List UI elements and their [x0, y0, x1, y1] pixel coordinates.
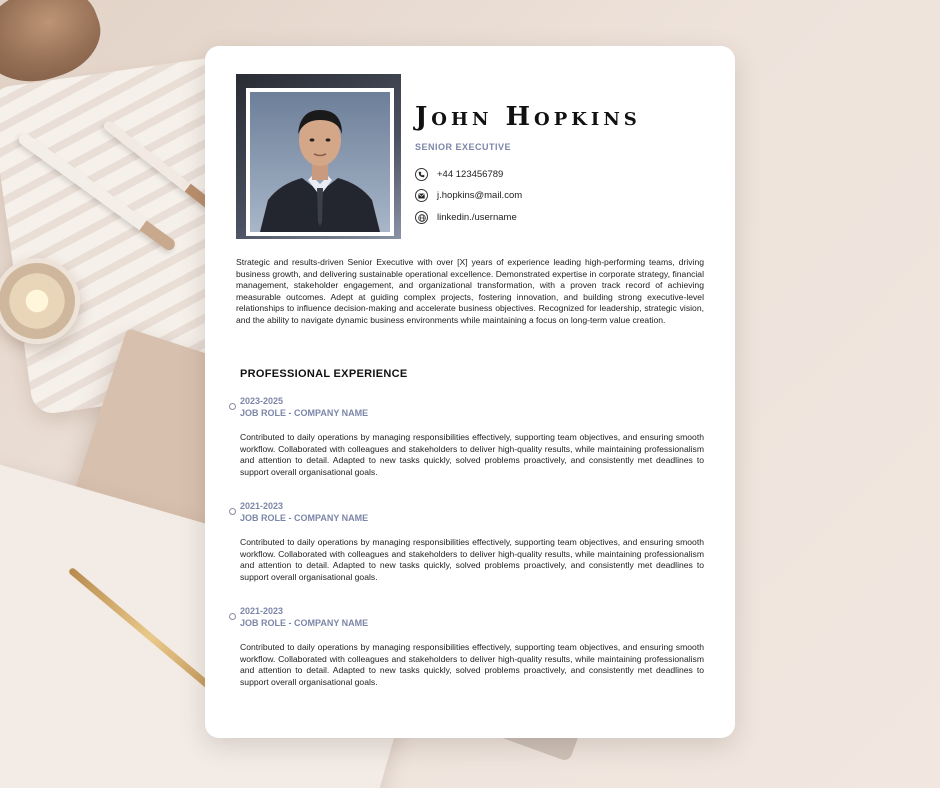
job-dates: 2021-2023 [240, 606, 284, 616]
phone-icon [415, 168, 428, 181]
timeline-dot-icon [229, 613, 236, 620]
job-role: JOB ROLE - COMPANY NAME [240, 513, 369, 523]
person-portrait-icon [250, 92, 390, 232]
email-address: j.hopkins@mail.com [437, 190, 523, 201]
linkedin-url: linkedin./username [437, 212, 517, 223]
job-role: JOB ROLE - COMPANY NAME [240, 618, 369, 628]
contact-email[interactable] [415, 189, 522, 202]
job-role: JOB ROLE - COMPANY NAME [240, 408, 369, 418]
globe-icon [415, 211, 428, 224]
timeline-dot-icon [229, 508, 236, 515]
candidate-name: John Hopkins [415, 102, 641, 132]
email-icon [415, 189, 428, 202]
professional-summary: Strategic and results-driven Senior Executive with over [X] years of experience leading high-performing teams, driving business growth, and delivering sustainable operational excellence. Demonstrated expertise in corporate strategy, financial management, stakeholder engagement, and organizational transformation, with a proven track record of achieving measurable outcomes. Adept at guiding complex projects, fostering innovation, and building strong executive-level relationships to influence decision-making and accelerate business objectives. Recognized for leadership, strategic vision, and the ability to navigate dynamic business environments while maintaining a focus on long-term value creation. [236, 257, 704, 325]
job-dates: 2023-2025 [240, 396, 284, 406]
resume-card [205, 46, 735, 738]
job-title: SENIOR EXECUTIVE [415, 142, 512, 152]
profile-photo-frame [236, 74, 401, 239]
profile-photo [246, 88, 394, 236]
job-description: Contributed to daily operations by managing responsibilities effectively, supporting team objectives, and ensuring smooth workflow. Collaborated with colleagues and stakeholders to deliver high-quality results, while maintaining professionalism and attention to detail. Adapted to new tasks quickly, solved problems proactively, and consistently met deadlines to support overall organisational goals. [240, 642, 704, 687]
job-description: Contributed to daily operations by managing responsibilities effectively, supporting team objectives, and ensuring smooth workflow. Collaborated with colleagues and stakeholders to deliver high-quality results, while maintaining professionalism and attention to detail. Adapted to new tasks quickly, solved problems proactively, and consistently met deadlines to support overall organisational goals. [240, 432, 704, 477]
timeline-dot-icon [229, 403, 236, 410]
contact-linkedin[interactable] [415, 211, 517, 224]
contact-phone[interactable] [415, 168, 503, 181]
job-dates: 2021-2023 [240, 501, 284, 511]
job-description: Contributed to daily operations by managing responsibilities effectively, supporting team objectives, and ensuring smooth workflow. Collaborated with colleagues and stakeholders to deliver high-quality results, while maintaining professionalism and attention to detail. Adapted to new tasks quickly, solved problems proactively, and consistently met deadlines to support overall organisational goals. [240, 537, 704, 582]
phone-number: +44 123456789 [437, 169, 504, 180]
experience-heading: PROFESSIONAL EXPERIENCE [240, 368, 408, 380]
